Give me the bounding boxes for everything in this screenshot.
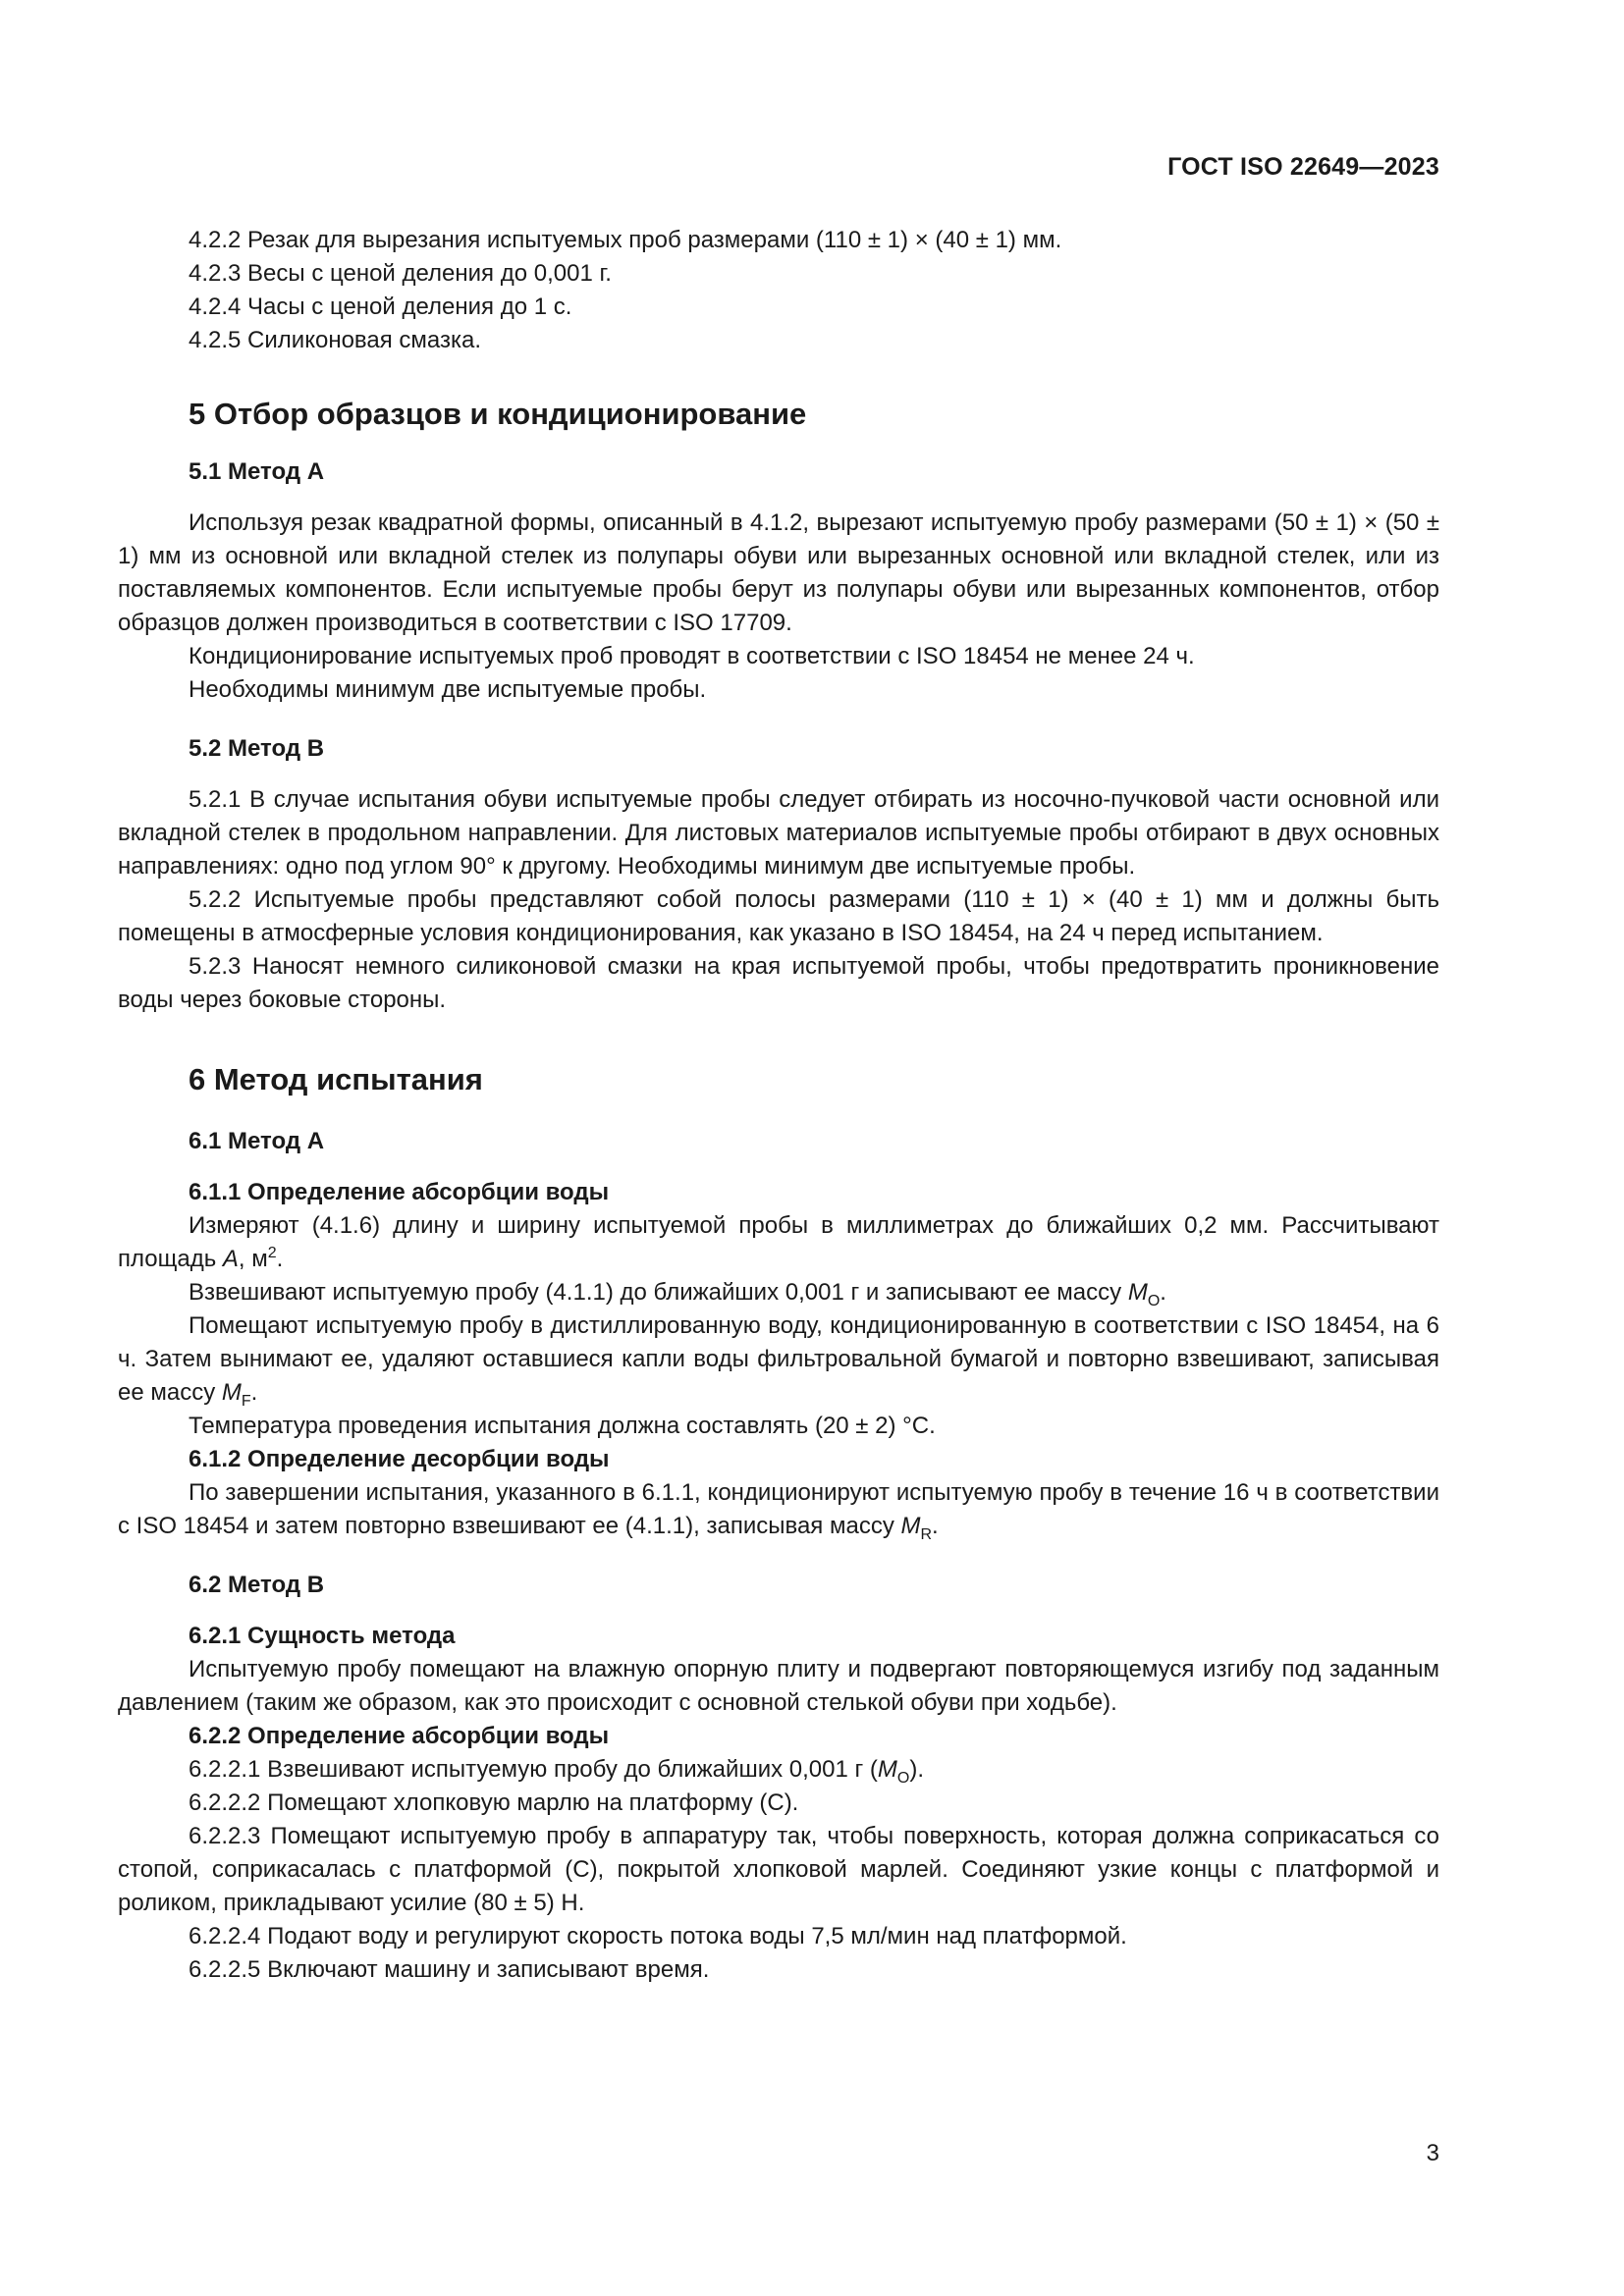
list-item: 4.2.3 Весы с ценой деления до 0,001 г. <box>189 260 612 287</box>
paragraph: Взвешивают испытуемую пробу (4.1.1) до ближайших 0,001 г и записывают ее массу $M_O$. <box>189 1279 1166 1309</box>
paragraph: Используя резак квадратной формы, описанный в 4.1.2, вырезают испытуемую пробу размерами (50 ± 1) × (50 ± 1) мм из основной или вкладной стелек из полупары обуви или вырезанных основной или вкладной стелек, или из поставляемых компонентов. Если испытуемые пробы берут из полупары обуви или вырезанных компонентов, отбор образцов должен производиться в соответствии с ISO 17709. <box>118 509 1439 636</box>
paragraph: Температура проведения испытания должна составлять (20 ± 2) °С. <box>189 1413 936 1439</box>
section-5-1-heading: 5.1 Метод А <box>189 458 325 485</box>
document-body <box>118 224 1439 1987</box>
document-page <box>118 0 1439 2296</box>
paragraph: 5.2.1 В случае испытания обуви испытуемые пробы следует отбирать из носочно-пучковой части основной или вкладной стелек в продольном направлении. Для листовых материалов испытуемые пробы отбирают в двух основных направлениях: одно под углом 90° к другому. Необходимы минимум две испытуемые пробы. <box>118 786 1439 880</box>
section-6-2-heading: 6.2 Метод В <box>189 1572 325 1598</box>
section-6-1-1-heading: 6.1.1 Определение абсорбции воды <box>189 1179 610 1205</box>
paragraph: По завершении испытания, указанного в 6.1.1, кондиционируют испытуемую пробу в течение 16 ч в соответствии с ISO 18454 и затем повторно взвешивают ее (4.1.1), записывая массу $M_R$. <box>118 1479 1439 1543</box>
section-6-1-2-heading: 6.1.2 Определение десорбции воды <box>189 1446 610 1472</box>
section-5-heading: 5 Отбор образцов и кондиционирование <box>189 397 807 431</box>
section-6-2-1-heading: 6.2.1 Сущность метода <box>189 1623 456 1649</box>
list-item: 4.2.4 Часы с ценой деления до 1 с. <box>189 294 572 320</box>
section-6-1-heading: 6.1 Метод А <box>189 1128 325 1154</box>
paragraph: Необходимы минимум две испытуемые пробы. <box>189 676 707 703</box>
page-number: 3 <box>1426 2140 1439 2166</box>
paragraph: 6.2.2.4 Подают воду и регулируют скорость потока воды 7,5 мл/мин над платформой. <box>189 1923 1127 1949</box>
paragraph: 6.2.2.5 Включают машину и записывают время. <box>189 1956 710 1983</box>
section-5-2-heading: 5.2 Метод В <box>189 735 325 762</box>
paragraph: Испытуемую пробу помещают на влажную опорную плиту и подвергают повторяющемуся изгибу под заданным давлением (таким же образом, как это происходит с основной стелькой обуви при ходьбе). <box>118 1656 1439 1716</box>
paragraph: 5.2.2 Испытуемые пробы представляют собой полосы размерами (110 ± 1) × (40 ± 1) мм и должны быть помещены в атмосферные условия кондиционирования, как указано в ISO 18454, на 24 ч перед испытанием. <box>118 886 1439 946</box>
paragraph: 6.2.2.3 Помещают испытуемую пробу в аппаратуру так, чтобы поверхность, которая должна соприкасаться со стопой, соприкасалась с платформой (С), покрытой хлопковой марлей. Соединяют узкие концы с платформой и роликом, прикладывают усилие (80 ± 5) Н. <box>118 1823 1439 1916</box>
paragraph: 5.2.3 Наносят немного силиконовой смазки на края испытуемой пробы, чтобы предотвратить проникновение воды через боковые стороны. <box>118 953 1439 1013</box>
list-item: 4.2.2 Резак для вырезания испытуемых проб размерами (110 ± 1) × (40 ± 1) мм. <box>189 227 1062 253</box>
paragraph: Измеряют (4.1.6) длину и ширину испытуемой пробы в миллиметрах до ближайших 0,2 мм. Рассчитывают площадь A, $м^2$. <box>118 1212 1439 1272</box>
document-header-id: ГОСТ ISO 22649—2023 <box>1167 153 1439 181</box>
paragraph: 6.2.2.1 Взвешивают испытуемую пробу до ближайших 0,001 г $(M_O)$. <box>189 1756 925 1787</box>
section-6-2-2-heading: 6.2.2 Определение абсорбции воды <box>189 1723 610 1749</box>
section-6-heading: 6 Метод испытания <box>189 1062 483 1096</box>
paragraph: Кондиционирование испытуемых проб проводят в соответствии с ISO 18454 не менее 24 ч. <box>189 643 1195 669</box>
list-item: 4.2.5 Силиконовая смазка. <box>189 327 482 353</box>
paragraph: 6.2.2.2 Помещают хлопковую марлю на платформу (С). <box>189 1789 799 1816</box>
paragraph: Помещают испытуемую пробу в дистиллированную воду, кондиционированную в соответствии с ISO 18454, на 6 ч. Затем вынимают ее, удаляют оставшиеся капли воды фильтровальной бумагой и повторно взвешивают, записывая ее массу $M_F$. <box>118 1312 1439 1410</box>
